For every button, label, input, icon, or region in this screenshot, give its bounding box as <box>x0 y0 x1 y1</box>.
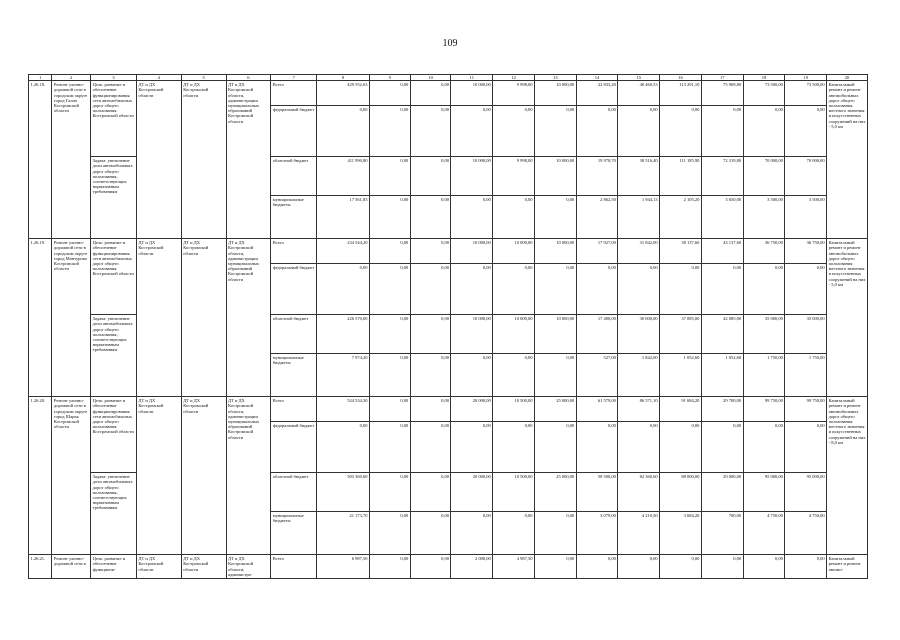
funding-amount: 0,00 <box>785 106 827 157</box>
funding-amount: 29 700,00 <box>701 397 743 422</box>
funding-amount: 0,00 <box>370 473 411 512</box>
funding-amount: 0,00 <box>618 422 660 473</box>
funding-amount: 0,00 <box>576 555 618 579</box>
column-number: 20 <box>827 75 868 81</box>
funding-amount: 0,00 <box>785 555 827 579</box>
funding-amount: 0,00 <box>451 512 493 555</box>
funding-amount: 0,00 <box>451 422 493 473</box>
funding-amount: 524 534,30 <box>317 397 370 422</box>
funding-amount: 3 650,00 <box>701 196 743 239</box>
funding-amount: 0,00 <box>370 157 411 196</box>
funding-amount: 0,00 <box>618 106 660 157</box>
funding-amount: 0,00 <box>451 354 493 397</box>
funding-amount: 73 500,00 <box>785 81 827 106</box>
funding-amount: 113 291,10 <box>660 81 702 106</box>
funding-amount: 10 000,00 <box>493 239 535 264</box>
funding-amount: 88 000,00 <box>660 473 702 512</box>
funding-amount: 0,00 <box>451 264 493 315</box>
column-number: 12 <box>493 75 535 81</box>
funding-source-label: Всего <box>271 81 317 106</box>
measure-goal: Цель: развитие и обеспечение функционирования сети автомобильных дорог общего пользования Костромской области <box>91 81 137 157</box>
budget-table <box>28 74 868 579</box>
funding-amount: 10 000,00 <box>493 315 535 354</box>
expected-result: Капитальный ремонт и ремонт автомо- <box>827 555 868 579</box>
funding-amount: 700,00 <box>701 512 743 555</box>
measure-customer: ДТ и ДХ Костромской области <box>136 239 181 397</box>
funding-amount: 99 750,00 <box>785 397 827 422</box>
funding-amount: 43 137,60 <box>701 239 743 264</box>
funding-amount: 0,00 <box>410 157 451 196</box>
funding-amount: 86 571,10 <box>618 397 660 422</box>
funding-amount: 7 974,20 <box>317 354 370 397</box>
funding-amount: 1 750,00 <box>785 354 827 397</box>
funding-amount: 0,00 <box>660 555 702 579</box>
funding-amount: 0,00 <box>493 422 535 473</box>
funding-amount: 10 000,00 <box>534 81 576 106</box>
measure-executors: ДТ и ДХ Костромской области, администрации муниципальных образований Костромской области <box>226 397 271 555</box>
funding-amount: 20 000,00 <box>451 473 493 512</box>
funding-amount: 111 185,90 <box>660 157 702 196</box>
funding-amount: 0,00 <box>370 397 411 422</box>
funding-amount: 0,00 <box>410 239 451 264</box>
funding-source-label: областной бюджет <box>271 315 317 354</box>
funding-amount: 35 000,00 <box>785 315 827 354</box>
funding-source-label: муниципальные бюджеты <box>271 196 317 239</box>
funding-amount: 40 460,53 <box>618 81 660 106</box>
table-row <box>29 239 868 264</box>
funding-amount: 3 079,00 <box>576 512 618 555</box>
funding-source-label: Всего <box>271 397 317 422</box>
funding-amount: 0,00 <box>410 81 451 106</box>
funding-amount: 36 750,00 <box>743 239 785 264</box>
funding-amount: 0,00 <box>410 555 451 579</box>
funding-amount: 61 579,00 <box>576 397 618 422</box>
measure-goal: Цель: развитие и обеспечение функционирования сети автомобильных дорог общего пользования Костромской области <box>91 239 137 315</box>
funding-amount: 0,00 <box>534 196 576 239</box>
funding-amount: 31 842,00 <box>618 239 660 264</box>
measure-customer: ДТ и ДХ Костромской области <box>136 397 181 555</box>
table-row <box>29 555 868 579</box>
funding-amount: 0,00 <box>701 422 743 473</box>
funding-amount: 0,00 <box>451 106 493 157</box>
column-number: 15 <box>618 75 660 81</box>
funding-amount: 9 998,00 <box>493 157 535 196</box>
funding-amount: 0,00 <box>493 354 535 397</box>
funding-amount: 4 750,00 <box>743 512 785 555</box>
funding-amount: 0,00 <box>370 354 411 397</box>
funding-amount: 10 000,00 <box>534 157 576 196</box>
funding-amount: 234 544,20 <box>317 239 370 264</box>
column-number: 14 <box>576 75 618 81</box>
funding-amount: 503 360,60 <box>317 473 370 512</box>
measure-code: 1.26.18. <box>29 81 52 239</box>
funding-amount: 0,00 <box>410 354 451 397</box>
measure-code: 1.26.20. <box>29 397 52 555</box>
funding-amount: 0,00 <box>370 264 411 315</box>
funding-amount: 58 500,00 <box>576 473 618 512</box>
funding-amount: 0,00 <box>370 422 411 473</box>
funding-source-label: муниципальные бюджеты <box>271 354 317 397</box>
funding-amount: 0,00 <box>576 264 618 315</box>
funding-amount: 2 000,00 <box>451 555 493 579</box>
funding-source-label: федеральный бюджет <box>271 264 317 315</box>
funding-source-label: областной бюджет <box>271 473 317 512</box>
funding-amount: 0,00 <box>370 196 411 239</box>
funding-amount: 0,00 <box>410 397 451 422</box>
funding-amount: 0,00 <box>660 422 702 473</box>
column-number: 2 <box>52 75 91 81</box>
column-number: 17 <box>701 75 743 81</box>
measure-executors: ДТ и ДХ Костромской области, администрации муниципальных образований Костромской области <box>226 239 271 397</box>
funding-amount: 0,00 <box>451 196 493 239</box>
funding-source-label: муниципальные бюджеты <box>271 512 317 555</box>
funding-amount: 0,00 <box>743 422 785 473</box>
funding-amount: 0,00 <box>701 106 743 157</box>
funding-amount: 0,00 <box>370 81 411 106</box>
funding-amount: 0,00 <box>410 106 451 157</box>
funding-amount: 75 969,80 <box>701 81 743 106</box>
funding-amount: 0,00 <box>743 106 785 157</box>
funding-amount: 0,00 <box>370 315 411 354</box>
funding-amount: 0,00 <box>743 555 785 579</box>
funding-amount: 0,00 <box>743 264 785 315</box>
funding-source-label: федеральный бюджет <box>271 106 317 157</box>
expected-result: Капитальный ремонт и ремонт автомобильных дорог общего пользования местного значения и искусственных сооружений на них - 5,0 км <box>827 81 868 239</box>
column-number: 4 <box>136 75 181 81</box>
funding-amount: 37 085,00 <box>660 315 702 354</box>
column-number: 9 <box>370 75 411 81</box>
expected-result: Капитальный ремонт и ремонт автомобильных дорог общего пользования местного значения и искусственных сооружений на них - 8,0 км <box>827 397 868 555</box>
funding-amount: 10 500,00 <box>493 473 535 512</box>
funding-amount: 10 000,00 <box>451 315 493 354</box>
funding-amount: 0,00 <box>534 512 576 555</box>
funding-amount: 10 000,00 <box>534 315 576 354</box>
measure-task: Задача: увеличение доли автомобильных дорог общего пользования, соответствующих нормативным требованиям <box>91 157 137 239</box>
funding-amount: 95 000,00 <box>785 473 827 512</box>
measure-task: Задача: увеличение доли автомобильных дорог общего пользования, соответствующих нормативным требованиям <box>91 473 137 555</box>
page-number: 109 <box>442 38 458 49</box>
column-number: 8 <box>317 75 370 81</box>
funding-amount: 25 000,00 <box>534 473 576 512</box>
funding-amount: 0,00 <box>410 473 451 512</box>
funding-amount: 1 052,60 <box>701 354 743 397</box>
measure-code: 1.26.19. <box>29 239 52 397</box>
funding-amount: 10 000,00 <box>451 239 493 264</box>
funding-amount: 1 944,13 <box>618 196 660 239</box>
funding-amount: 0,00 <box>493 264 535 315</box>
funding-amount: 0,00 <box>660 106 702 157</box>
funding-amount: 0,00 <box>576 422 618 473</box>
column-number: 16 <box>660 75 702 81</box>
funding-amount: 35 000,00 <box>743 315 785 354</box>
funding-amount: 0,00 <box>618 555 660 579</box>
column-number: 10 <box>410 75 451 81</box>
funding-amount: 0,00 <box>370 239 411 264</box>
funding-amount: 0,00 <box>493 512 535 555</box>
funding-amount: 22 833,20 <box>576 81 618 106</box>
funding-amount: 0,00 <box>576 106 618 157</box>
funding-amount: 95 000,00 <box>743 473 785 512</box>
funding-amount: 72 319,80 <box>701 157 743 196</box>
funding-amount: 42 085,00 <box>701 315 743 354</box>
funding-amount: 4 987,50 <box>493 555 535 579</box>
funding-amount: 17 561,83 <box>317 196 370 239</box>
measure-goal: Цель: развитие и обеспечение функционирования сети автомобильных дорог общего пользования Костромской области <box>91 397 137 473</box>
expected-result: Капитальный ремонт и ремонт автомобильных дорог общего пользования местного значения и искусственных сооружений на них - 5,0 км <box>827 239 868 397</box>
funding-amount: 0,00 <box>493 196 535 239</box>
funding-amount: 527,00 <box>576 354 618 397</box>
funding-amount: 21 173,70 <box>317 512 370 555</box>
funding-amount: 0,00 <box>317 422 370 473</box>
funding-amount: 2 105,20 <box>660 196 702 239</box>
funding-amount: 19 970,70 <box>576 157 618 196</box>
funding-amount: 25 000,00 <box>534 397 576 422</box>
funding-amount: 0,00 <box>370 555 411 579</box>
measure-name: Ремонт улично-дорожной сети в городском округе город Галич Костромской области <box>52 81 91 239</box>
column-number: 18 <box>743 75 785 81</box>
column-number: 7 <box>271 75 317 81</box>
funding-amount: 0,00 <box>317 106 370 157</box>
measure-responsible: ДТ и ДХ Костромской области <box>181 239 226 397</box>
measure-name: Ремонт улично-дорожной сети в городском округе город Мантурово Костромской области <box>52 239 91 397</box>
funding-amount: 10 000,00 <box>534 239 576 264</box>
funding-amount: 0,00 <box>534 106 576 157</box>
funding-amount: 29 000,00 <box>701 473 743 512</box>
measure-name: Ремонт улично-дорожной сети в городском округе город Шарья Костромской области <box>52 397 91 555</box>
funding-amount: 0,00 <box>410 196 451 239</box>
funding-source-label: областной бюджет <box>271 157 317 196</box>
funding-amount: 99 750,00 <box>743 397 785 422</box>
funding-source-label: Всего <box>271 555 317 579</box>
funding-amount: 38 137,60 <box>660 239 702 264</box>
funding-amount: 6 987,50 <box>317 555 370 579</box>
funding-amount: 10 000,00 <box>451 157 493 196</box>
funding-amount: 17 927,00 <box>576 239 618 264</box>
funding-amount: 2 862,50 <box>576 196 618 239</box>
column-number: 1 <box>29 75 52 81</box>
funding-amount: 411 990,80 <box>317 157 370 196</box>
funding-amount: 0,00 <box>534 354 576 397</box>
funding-amount: 0,00 <box>534 422 576 473</box>
funding-amount: 3 500,00 <box>785 196 827 239</box>
funding-source-label: Всего <box>271 239 317 264</box>
column-number: 11 <box>451 75 493 81</box>
funding-amount: 0,00 <box>493 106 535 157</box>
funding-amount: 20 000,00 <box>451 397 493 422</box>
funding-amount: 30 000,00 <box>618 315 660 354</box>
funding-amount: 70 000,00 <box>743 157 785 196</box>
funding-amount: 1 052,60 <box>660 354 702 397</box>
funding-amount: 226 570,00 <box>317 315 370 354</box>
measure-responsible: ДТ и ДХ Костромской области <box>181 81 226 239</box>
funding-amount: 0,00 <box>534 264 576 315</box>
measure-executors: ДТ и ДХ Костромской области, администрации муниципальных образований Костромской области <box>226 81 271 239</box>
funding-amount: 17 400,00 <box>576 315 618 354</box>
funding-amount: 38 516,40 <box>618 157 660 196</box>
funding-amount: 0,00 <box>618 264 660 315</box>
funding-amount: 36 750,00 <box>785 239 827 264</box>
funding-amount: 1 750,00 <box>743 354 785 397</box>
column-number: 3 <box>91 75 137 81</box>
funding-source-label: федеральный бюджет <box>271 422 317 473</box>
funding-amount: 73 500,00 <box>743 81 785 106</box>
funding-amount: 0,00 <box>370 106 411 157</box>
measure-customer: ДТ и ДХ Костромской области <box>136 81 181 239</box>
funding-amount: 82 360,60 <box>618 473 660 512</box>
table-row <box>29 81 868 106</box>
measure-goal: Цель: развитие и обеспечение функциони- <box>91 555 137 579</box>
funding-amount: 0,00 <box>785 422 827 473</box>
funding-amount: 3 684,20 <box>660 512 702 555</box>
funding-amount: 0,00 <box>410 512 451 555</box>
measure-task: Задача: увеличение доли автомобильных дорог общего пользования, соответствующих нормативным требованиям <box>91 315 137 397</box>
funding-amount: 9 998,00 <box>493 81 535 106</box>
measure-executors: ДТ и ДХ Костромской области, администра- <box>226 555 271 579</box>
funding-amount: 70 000,00 <box>785 157 827 196</box>
funding-amount: 10 000,00 <box>451 81 493 106</box>
funding-amount: 0,00 <box>370 512 411 555</box>
funding-amount: 1 842,00 <box>618 354 660 397</box>
funding-amount: 0,00 <box>410 264 451 315</box>
funding-amount: 0,00 <box>317 264 370 315</box>
funding-amount: 0,00 <box>701 264 743 315</box>
column-number: 19 <box>785 75 827 81</box>
table-row <box>29 397 868 422</box>
column-number: 6 <box>226 75 271 81</box>
funding-amount: 4 750,00 <box>785 512 827 555</box>
funding-amount: 0,00 <box>785 264 827 315</box>
measure-customer: ДТ и ДХ Костромской области <box>136 555 181 579</box>
funding-amount: 0,00 <box>534 555 576 579</box>
funding-amount: 0,00 <box>701 555 743 579</box>
funding-amount: 0,00 <box>660 264 702 315</box>
funding-amount: 10 500,00 <box>493 397 535 422</box>
column-number: 13 <box>534 75 576 81</box>
funding-amount: 429 552,63 <box>317 81 370 106</box>
funding-amount: 3 500,00 <box>743 196 785 239</box>
measure-name: Ремонт улично-дорожной сети в <box>52 555 91 579</box>
funding-amount: 4 210,50 <box>618 512 660 555</box>
funding-amount: 91 684,20 <box>660 397 702 422</box>
measure-responsible: ДТ и ДХ Костромской области <box>181 397 226 555</box>
measure-responsible: ДТ и ДХ Костромской области <box>181 555 226 579</box>
funding-amount: 0,00 <box>410 422 451 473</box>
column-number: 5 <box>181 75 226 81</box>
funding-amount: 0,00 <box>410 315 451 354</box>
measure-code: 1.26.21. <box>29 555 52 579</box>
